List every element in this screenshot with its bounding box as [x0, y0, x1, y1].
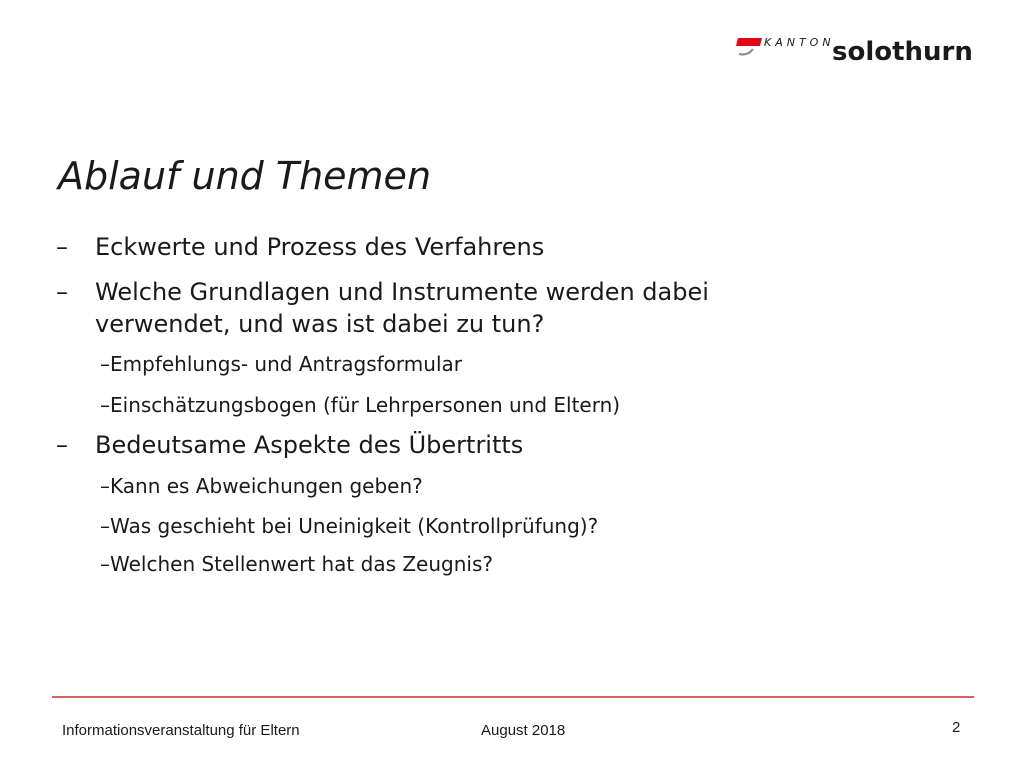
kanton-solothurn-logo — [736, 34, 986, 70]
logo-swoosh — [739, 49, 753, 54]
sub-bullet-item: –Welchen Stellenwert hat das Zeugnis? — [100, 552, 493, 576]
slide-title: Ablauf und Themen — [58, 154, 432, 198]
sub-bullet-item: –Kann es Abweichungen geben? — [100, 474, 423, 498]
bullet-dash: – — [56, 233, 68, 261]
bullet-item — [56, 429, 523, 461]
bullet-text: Bedeutsame Aspekte des Übertritts — [95, 431, 524, 459]
bullet-dash: – — [56, 278, 68, 306]
footer-date: August 2018 — [481, 722, 566, 739]
logo-kanton-text: KANTON — [764, 36, 835, 49]
bullet-text-line: verwendet, und was ist dabei zu tun? — [95, 310, 545, 338]
bullet-dash: – — [56, 431, 68, 459]
footer-page-number: 2 — [952, 719, 961, 736]
sub-bullet-item: –Empfehlungs- und Antragsformular — [100, 352, 462, 376]
bullet-text-line: Welche Grundlagen und Instrumente werden dabei — [95, 278, 709, 306]
sub-bullet-item: –Einschätzungsbogen (für Lehrpersonen und Eltern) — [100, 393, 621, 417]
sub-bullet-item: –Was geschieht bei Uneinigkeit (Kontrollprüfung)? — [100, 514, 599, 538]
footer-event-title: Informationsveranstaltung für Eltern — [62, 722, 300, 739]
footer-divider — [52, 696, 974, 698]
bullet-text: Eckwerte und Prozess des Verfahrens — [95, 233, 545, 261]
bullet-item — [56, 276, 709, 340]
logo-red-flag — [736, 38, 762, 46]
logo-solothurn-text: solothurn — [832, 37, 973, 67]
bullet-item — [56, 231, 544, 263]
